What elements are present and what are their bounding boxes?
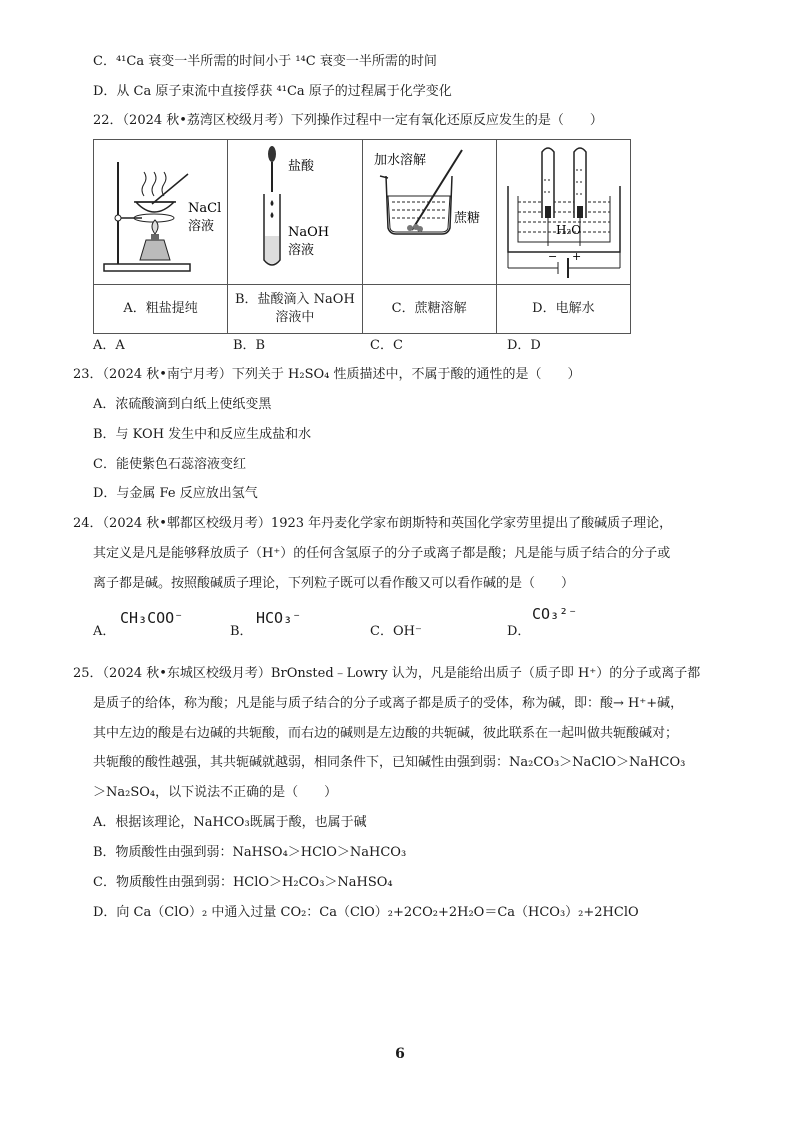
- q25-stem-line5: ＞Na₂SO₄，以下说法不正确的是（ ）: [93, 785, 338, 800]
- q25-option-a[interactable]: A．根据该理论，NaHCO₃既属于酸，也属于碱: [93, 815, 367, 830]
- q22-answer-a[interactable]: A．A: [93, 338, 125, 353]
- figure-b-cell: [228, 140, 362, 285]
- label-h2o: H₂O: [556, 223, 582, 237]
- q21-option-c[interactable]: C．⁴¹Ca 衰变一半所需的时间小于 ¹⁴C 衰变一半所需的时间: [93, 54, 437, 69]
- label-naoh: NaOH: [287, 225, 329, 240]
- q25-stem-line2: 是质子的给体，称为酸；凡是能与质子结合的分子或离子都是质子的受体，称为碱，即：酸→ H⁺+碱，: [93, 696, 684, 711]
- dropper-testtube-icon: [230, 140, 360, 280]
- label-plus: +: [572, 250, 582, 263]
- label-solution-a: 溶液: [187, 219, 214, 234]
- q25-stem-line3: 其中左边的酸是右边碱的共轭酸，而右边的碱则是左边酸的共轭碱，彼此联系在一起叫做共轭酸碱对；: [93, 726, 679, 741]
- q24-stem-line3: 离子都是碱。按照酸碱质子理论，下列粒子既可以看作酸又可以看作碱的是（ ）: [93, 576, 575, 591]
- label-add-water: 加水溶解: [374, 153, 427, 168]
- beaker-dissolving-icon: [364, 140, 494, 280]
- q22-answer-c[interactable]: C．C: [370, 338, 403, 353]
- caption-a: A．粗盐提纯: [94, 285, 228, 334]
- page-number: 6: [395, 1046, 405, 1062]
- q23-option-d[interactable]: D．与金属 Fe 反应放出氢气: [93, 486, 258, 501]
- q24-option-b-label[interactable]: B．: [230, 624, 253, 639]
- q23-option-b[interactable]: B．与 KOH 发生中和反应生成盐和水: [93, 427, 312, 442]
- label-minus: −: [548, 250, 558, 263]
- caption-b: [228, 285, 362, 334]
- q25-option-c[interactable]: C．物质酸性由强到弱：HClO＞H₂CO₃＞NaHSO₄: [93, 875, 393, 890]
- electrolysis-apparatus-icon: [498, 140, 628, 280]
- caption-c: C．蔗糖溶解: [362, 285, 496, 334]
- q24-option-c[interactable]: C．OH⁻: [370, 624, 422, 639]
- q25-stem-line1: 25．（2024 秋•东城区校级月考）BrOnsted﹣Lowry 认为，凡是能给出质子（质子即 H⁺）的分子或离子都: [73, 666, 701, 681]
- label-hcl: 盐酸: [287, 159, 314, 174]
- q24-stem-line1: 24．（2024 秋•郫都区校级月考）1923 年丹麦化学家布朗斯特和英国化学家劳里提出了酸碱质子理论，: [73, 516, 673, 531]
- evaporation-apparatus-icon: [96, 140, 226, 280]
- q22-figure-table: [93, 139, 631, 334]
- figure-c-cell: [362, 140, 496, 285]
- figure-d-cell: [496, 140, 630, 285]
- q22-answer-b[interactable]: B．B: [233, 338, 266, 353]
- caption-d: D．电解水: [496, 285, 630, 334]
- q21-option-d[interactable]: D．从 Ca 原子束流中直接俘获 ⁴¹Ca 原子的过程属于化学变化: [93, 84, 452, 99]
- q24-option-a-label[interactable]: A．: [93, 624, 116, 639]
- label-nacl: NaCl: [187, 201, 221, 216]
- q24-option-a-formula: CH₃COO⁻: [120, 609, 184, 627]
- figure-a-cell: [94, 140, 228, 285]
- caption-b-line2: 溶液中: [275, 310, 315, 325]
- q24-stem-line2: 其定义是凡是能够释放质子（H⁺）的任何含氢原子的分子或离子都是酸；凡是能与质子结合的分子或: [93, 546, 671, 561]
- label-solution-b: 溶液: [287, 243, 314, 258]
- q24-option-d-formula: CO₃²⁻: [532, 605, 578, 623]
- q24-option-b-formula: HCO₃⁻: [256, 609, 302, 627]
- q22-stem: 22．（2024 秋•荔湾区校级月考）下列操作过程中一定有氧化还原反应发生的是（ ）: [93, 113, 603, 128]
- label-sucrose: 蔗糖: [454, 211, 481, 226]
- caption-b-line1: B．盐酸滴入 NaOH: [234, 292, 355, 307]
- q24-option-d-label[interactable]: D．: [507, 624, 531, 639]
- q23-option-a[interactable]: A．浓硫酸滴到白纸上使纸变黑: [93, 397, 272, 412]
- q25-stem-line4: 共轭酸的酸性越强，其共轭碱就越弱，相同条件下，已知碱性由强到弱：Na₂CO₃＞NaClO＞NaHCO₃: [93, 755, 686, 770]
- q25-option-d[interactable]: D．向 Ca（ClO）₂ 中通入过量 CO₂：Ca（ClO）₂+2CO₂+2H₂O＝Ca（HCO₃）₂+2HClO: [93, 905, 639, 920]
- q22-answer-d[interactable]: D．D: [507, 338, 541, 353]
- q25-option-b[interactable]: B．物质酸性由强到弱：NaHSO₄＞HClO＞NaHCO₃: [93, 845, 407, 860]
- q23-stem: 23．（2024 秋•南宁月考）下列关于 H₂SO₄ 性质描述中，不属于酸的通性的是（ ）: [73, 367, 581, 382]
- q23-option-c[interactable]: C．能使紫色石蕊溶液变红: [93, 457, 246, 472]
